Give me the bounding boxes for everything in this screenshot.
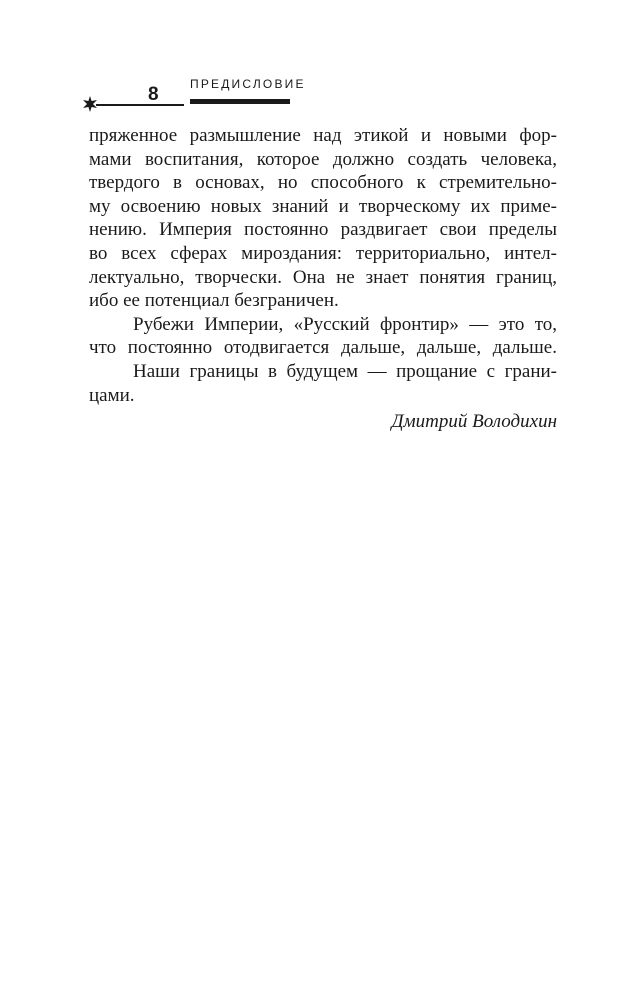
page-number: 8 bbox=[148, 84, 159, 105]
text-line: во всех сферах мироздания: территориально, интел- bbox=[89, 242, 557, 264]
text-line: пряженное размышление над этикой и новыми фор- bbox=[89, 125, 557, 146]
body-text bbox=[89, 124, 557, 407]
text-line: лектуально, творчески. Она не знает понятия границ, bbox=[89, 266, 557, 288]
text-line: нению. Империя постоянно раздвигает свои пределы bbox=[89, 219, 557, 241]
text-line: твердого в основах, но способного к стремительно- bbox=[89, 172, 557, 194]
text-line: мами воспитания, которое должно создать человека, bbox=[89, 148, 557, 170]
text-line: что постоянно отодвигается дальше, дальше, дальше. bbox=[89, 337, 557, 359]
section-title: ПРЕДИСЛОВИЕ bbox=[190, 77, 306, 91]
text-line: ибо ее потенциал безграничен. bbox=[89, 290, 339, 312]
text-line: цами. bbox=[89, 384, 135, 406]
header-rule bbox=[96, 104, 184, 106]
running-head bbox=[0, 0, 620, 120]
author-signature: Дмитрий Володихин bbox=[391, 411, 557, 432]
text-line: Рубежи Империи, «Русский фронтир» — это то, bbox=[133, 313, 557, 335]
section-title-underline bbox=[190, 99, 290, 104]
text-line: Наши границы в будущем — прощание с грани- bbox=[133, 360, 557, 382]
text-line: му освоению новых знаний и творческому их приме- bbox=[89, 195, 557, 217]
